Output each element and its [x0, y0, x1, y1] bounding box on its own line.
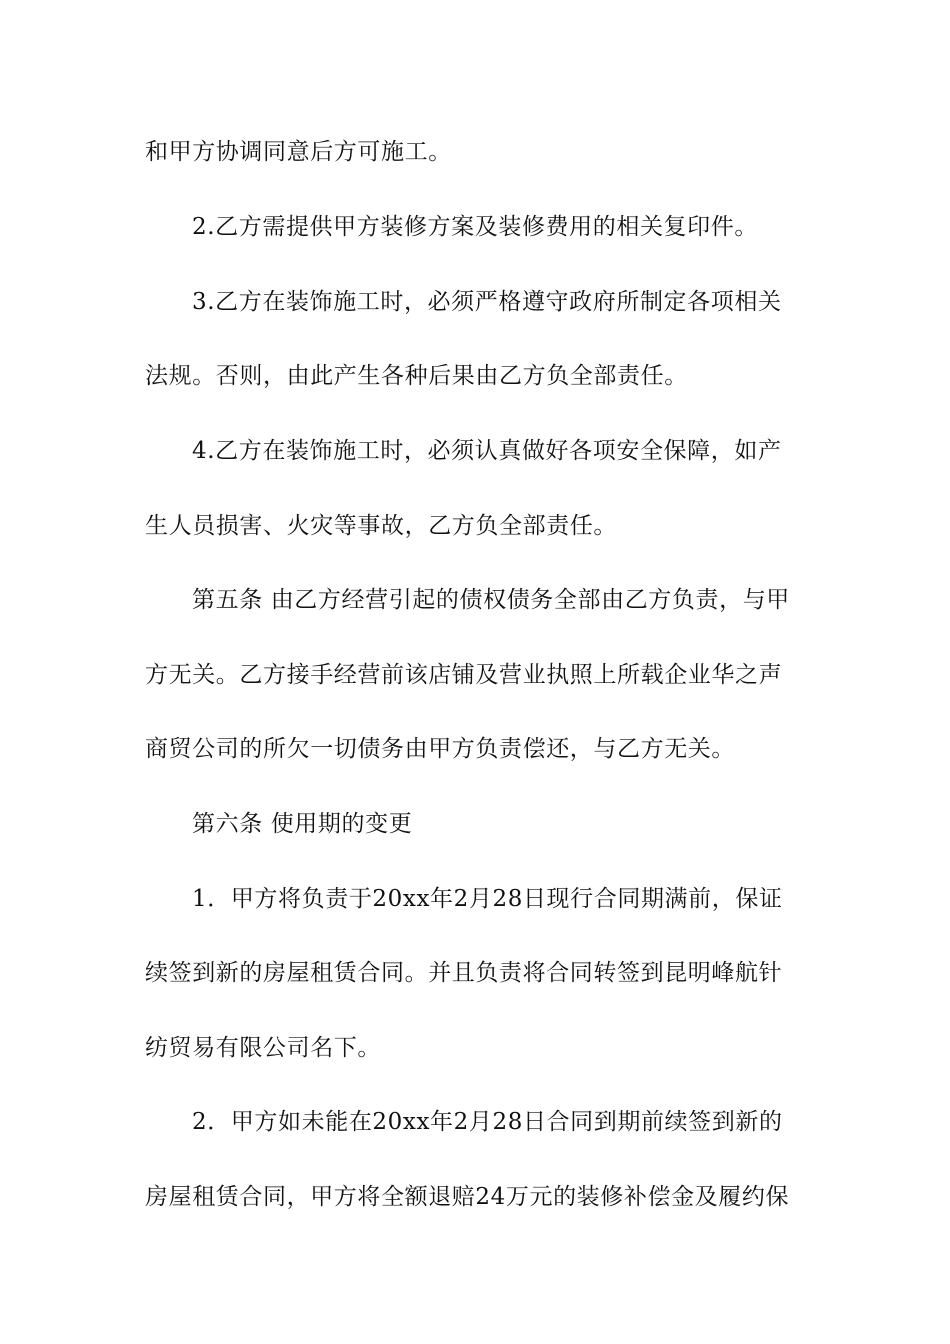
text-line: 2.乙方需提供甲方装修方案及装修费用的相关复印件。 — [192, 214, 758, 240]
text-line: 2．甲方如未能在20xx年2月28日合同到期前续签到新的 — [192, 1109, 783, 1135]
text-line: 方无关。乙方接手经营前该店铺及营业执照上所载企业华之声 — [145, 662, 783, 688]
text-line: 房屋租赁合同，甲方将全额退赔24万元的装修补偿金及履约保 — [145, 1184, 790, 1210]
text-line: 和甲方协调同意后方可施工。 — [145, 139, 452, 165]
text-line: 纺贸易有限公司名下。 — [145, 1035, 381, 1061]
text-line: 4.乙方在装饰施工时，必须认真做好各项安全保障，如产 — [192, 438, 782, 464]
text-line: 3.乙方在装饰施工时，必须严格遵守政府所制定各项相关 — [192, 289, 782, 315]
text-line: 1．甲方将负责于20xx年2月28日现行合同期满前，保证 — [192, 886, 783, 912]
text-line: 法规。否则，由此产生各种后果由乙方负全部责任。 — [145, 363, 688, 389]
text-line: 商贸公司的所欠一切债务由甲方负责偿还，与乙方无关。 — [145, 736, 735, 762]
text-line: 生人员损害、火灾等事故，乙方负全部责任。 — [145, 513, 617, 539]
text-line: 第五条 由乙方经营引起的债权债务全部由乙方负责，与甲 — [192, 587, 790, 613]
text-line: 续签到新的房屋租赁合同。并且负责将合同转签到昆明峰航针 — [145, 960, 783, 986]
text-line: 第六条 使用期的变更 — [192, 811, 413, 837]
